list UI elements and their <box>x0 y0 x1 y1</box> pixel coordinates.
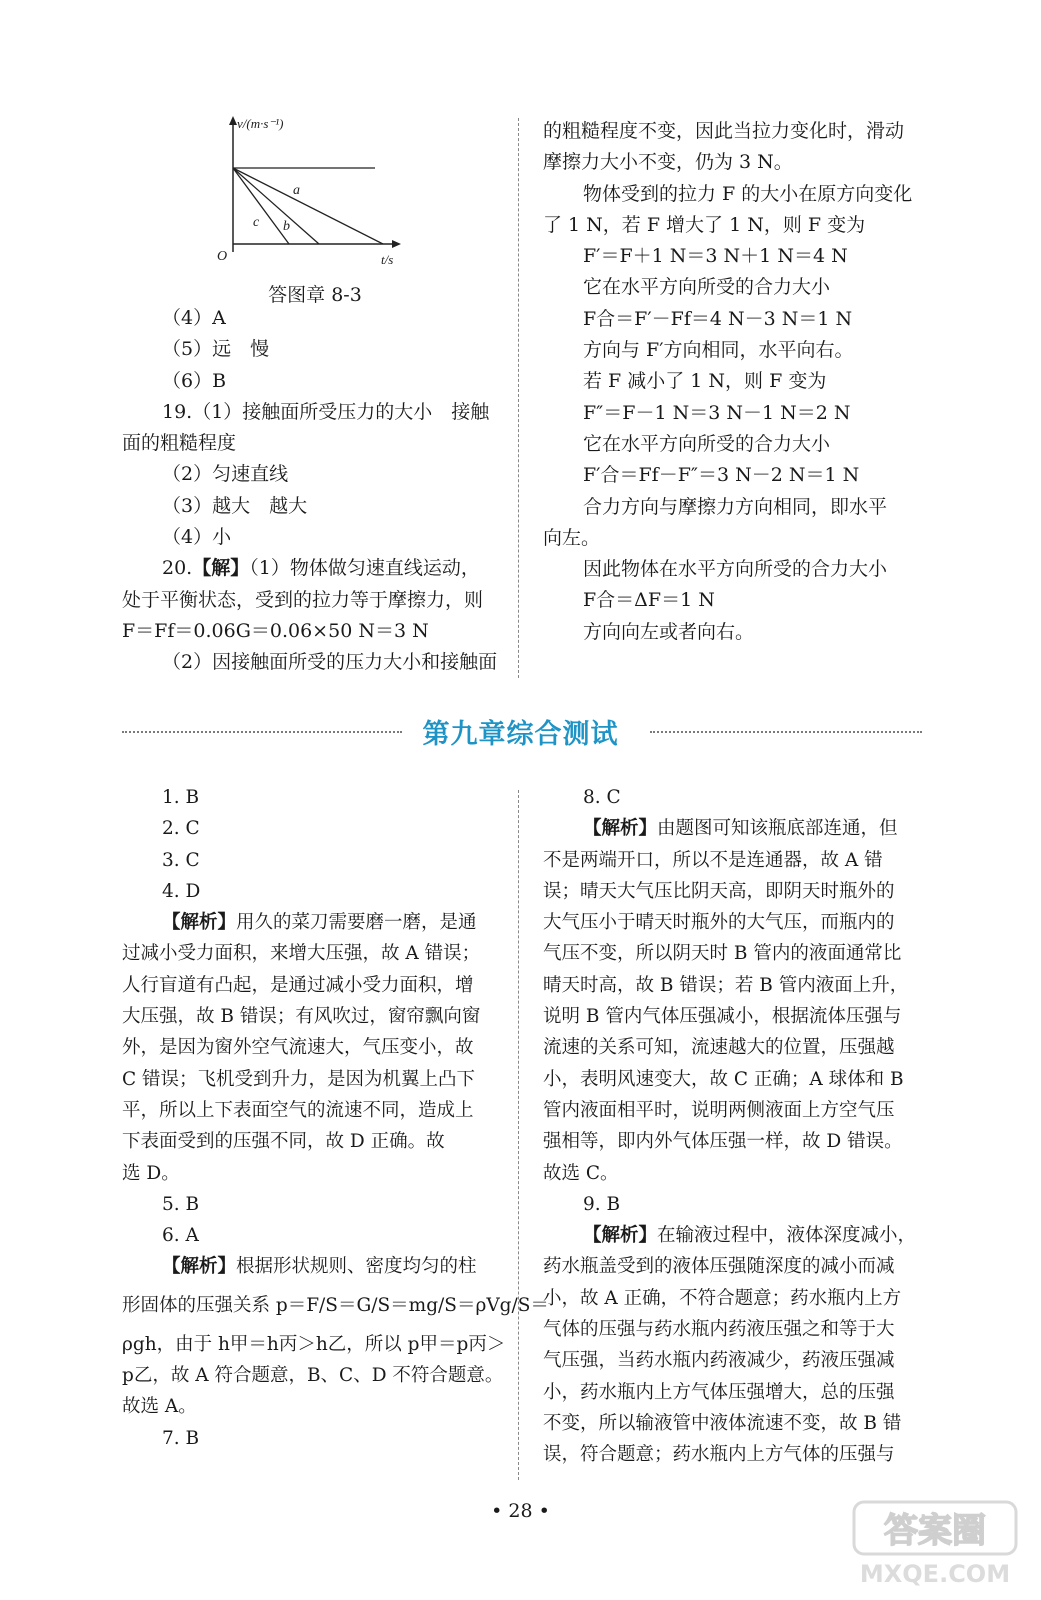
answer-line: 流速的关系可知，流速越大的位置，压强越 <box>543 1037 895 1059</box>
left-bottom-column <box>122 782 549 1454</box>
answer-line: （2）因接触面所受的压力大小和接触面 <box>162 651 498 674</box>
answer-line: 物体受到的拉力 F 的大小在原方向变化 <box>583 182 913 205</box>
answer-line: 处于平衡状态，受到的拉力等于摩擦力，则 <box>122 588 484 611</box>
answer-line: 平，所以上下表面空气的流速不同，造成上 <box>122 1099 474 1121</box>
answer-line: 故选 C。 <box>543 1162 619 1184</box>
answer-line: 8. C <box>583 787 621 808</box>
answer-line: 误；晴天大气压比阴天高，即阴天时瓶外的 <box>543 880 895 902</box>
line-c-label: c <box>253 215 260 230</box>
answer-line: （4）A <box>162 307 226 329</box>
answer-line: 说明 B 管内气体压强减小，根据流体压强与 <box>543 1006 902 1028</box>
answer-line: 人行盲道有凸起，是通过减小受力面积，增 <box>122 974 474 996</box>
answer-line: 19.（1）接触面所受压力的大小 接触 <box>162 400 490 423</box>
answer-line: 因此物体在水平方向所受的合力大小 <box>583 558 888 581</box>
answer-line: 故选 A。 <box>122 1396 197 1418</box>
figure-caption: 答图章 8-3 <box>268 284 362 306</box>
answer-line: 合力方向与摩擦力方向相同，即水平 <box>583 495 888 518</box>
y-axis-arrow <box>229 116 237 125</box>
origin-label: O <box>217 249 228 264</box>
answer-line: 2. C <box>162 818 200 840</box>
answer-line: 6. A <box>162 1225 199 1247</box>
answer-line: 方向向左或者向右。 <box>583 620 755 643</box>
x-axis-arrow <box>392 240 401 248</box>
section-title: 第九章综合测试 <box>422 719 619 750</box>
column-divider-top <box>518 118 519 678</box>
column-divider-bottom <box>518 790 519 1480</box>
line-b-label: b <box>283 219 290 234</box>
answer-line: 【解析】在输液过程中，液体深度减小， <box>583 1225 917 1247</box>
x-axis-label: t/s <box>381 252 394 267</box>
analysis-tag: 【解析】 <box>583 818 658 840</box>
answer-line: 误，符合题意；药水瓶内上方气体的压强与 <box>543 1444 895 1466</box>
answer-line: 外，是因为窗外空气流速大，气压变小，故 <box>122 1037 474 1059</box>
answer-line: 管内液面相平时，说明两侧液面上方空气压 <box>543 1099 895 1121</box>
right-bottom-column <box>543 782 923 1471</box>
answer-line: 【解析】用久的菜刀需要磨一磨，是通 <box>162 912 477 934</box>
answer-line: 方向与 F′方向相同，水平向右。 <box>583 339 854 362</box>
answer-line: F″＝F－1 N＝3 N－1 N＝2 N <box>583 401 851 424</box>
answer-line: 20.【解】（1）物体做匀速直线运动， <box>162 557 480 580</box>
answer-line: （6）B <box>162 369 227 392</box>
formula-line: 形固体的压强关系 p＝F/S＝G/S＝mg/S＝ρVg/S＝ <box>122 1294 549 1316</box>
answer-line: 向左。 <box>543 526 601 549</box>
answer-line: F′＝F＋1 N＝3 N＋1 N＝4 N <box>583 245 848 268</box>
line-b <box>233 168 319 244</box>
analysis-tag: 【解】 <box>192 557 250 580</box>
analysis-tag: 【解析】 <box>162 912 237 934</box>
answer-line: （3）越大 越大 <box>162 494 308 517</box>
answer-line: 3. C <box>162 849 200 871</box>
answer-line: 摩擦力大小不变，仍为 3 N。 <box>543 151 793 174</box>
answer-line: 不变，所以输液管中液体流速不变，故 B 错 <box>543 1412 902 1434</box>
answer-line: 7. B <box>162 1427 200 1449</box>
answer-line: 气压不变，所以阴天时 B 管内的液面通常比 <box>543 943 902 965</box>
answer-line: 面的粗糙程度 <box>122 432 237 455</box>
answer-line: 强相等，即内外气体压强一样，故 D 错误。 <box>543 1131 903 1153</box>
left-top-column <box>122 303 502 679</box>
answer-line: 小，故 A 正确，不符合题意；药水瓶内上方 <box>543 1287 902 1309</box>
line-a-label: a <box>293 183 300 198</box>
answer-line: F′合＝Ff－F″＝3 N－2 N＝1 N <box>583 464 860 487</box>
answer-line: 大压强，故 B 错误；有风吹过，窗帘飘向窗 <box>122 1006 481 1028</box>
title-dotted-rule-right <box>650 731 922 733</box>
analysis-tag: 【解析】 <box>162 1256 237 1278</box>
line-c <box>233 168 289 244</box>
answer-line: （5）远 慢 <box>162 338 270 361</box>
watermark-bottom-text: MXQE.COM <box>859 1560 1011 1588</box>
answer-line: 1. B <box>162 787 200 808</box>
answer-line: 5. B <box>162 1193 200 1215</box>
answer-line: 选 D。 <box>122 1162 180 1184</box>
answer-line: 过减小受力面积，来增大压强，故 A 错误； <box>122 943 481 965</box>
answer-line: 【解析】根据形状规则、密度均匀的柱 <box>162 1256 477 1278</box>
answer-line: 下表面受到的压强不同，故 D 正确。故 <box>122 1131 445 1153</box>
right-top-column <box>543 116 923 648</box>
answer-line: 它在水平方向所受的合力大小 <box>583 276 831 299</box>
answer-line: 小，表明风速变大，故 C 正确；A 球体和 B <box>543 1068 904 1090</box>
y-axis-label: v/(m·s⁻¹) <box>237 116 284 131</box>
answer-line: 【解析】由题图可知该瓶底部连通，但 <box>583 818 898 840</box>
answer-line: 若 F 减小了 1 N，则 F 变为 <box>583 370 827 393</box>
page-number: • 28 • <box>491 1500 550 1522</box>
line-a <box>233 168 383 244</box>
answer-line: F合＝F′－Ff＝4 N－3 N＝1 N <box>583 307 853 330</box>
answer-line: 大气压小于晴天时瓶外的大气压，而瓶内的 <box>543 912 895 934</box>
watermark-logo <box>850 1498 1020 1590</box>
answer-line: （2）匀速直线 <box>162 463 289 486</box>
answer-line: 的粗糙程度不变，因此当拉力变化时，滑动 <box>543 120 905 142</box>
answer-line: 它在水平方向所受的合力大小 <box>583 432 831 455</box>
answer-line: 晴天时高，故 B 错误；若 B 管内液面上升， <box>543 974 909 996</box>
answer-line: 9. B <box>583 1193 621 1215</box>
answer-line: 小，药水瓶内上方气体压强增大，总的压强 <box>543 1381 895 1403</box>
answer-line: p乙，故 A 符合题意，B、C、D 不符合题意。 <box>122 1365 504 1387</box>
answer-line: 气压强，当药水瓶内药液减少，药液压强减 <box>543 1350 895 1372</box>
answer-line: 了 1 N，若 F 增大了 1 N，则 F 变为 <box>543 213 866 236</box>
answer-line: ρgh，由于 h甲＝h丙＞h乙，所以 p甲＝p丙＞ <box>122 1333 506 1355</box>
watermark-top-text: 答案圈 <box>884 1511 986 1551</box>
answer-line: C 错误；飞机受到升力，是因为机翼上凸下 <box>122 1068 476 1090</box>
analysis-tag: 【解析】 <box>583 1225 658 1247</box>
answer-line: 药水瓶盖受到的液体压强随深度的减小而减 <box>543 1256 895 1278</box>
answer-line: 气体的压强与药水瓶内药液压强之和等于大 <box>543 1319 895 1341</box>
answer-line: （4）小 <box>162 526 232 549</box>
answer-line: 4. D <box>162 880 201 902</box>
answer-line: 不是两端开口，所以不是连通器，故 A 错 <box>543 849 883 871</box>
answer-line: F＝Ff＝0.06G＝0.06×50 N＝3 N <box>122 619 429 642</box>
answer-line: F合＝ΔF＝1 N <box>583 589 715 612</box>
vt-graph <box>215 112 415 272</box>
